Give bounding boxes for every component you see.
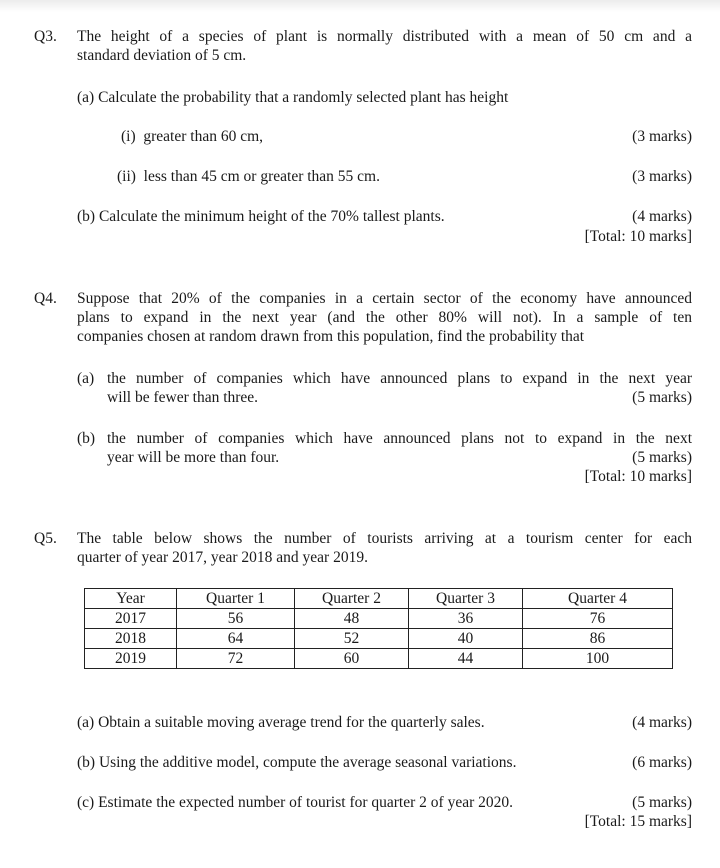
page-top-shadow (0, 0, 720, 12)
table-cell: 40 (409, 629, 523, 649)
table-cell: 2019 (85, 649, 177, 669)
total-marks: [Total: 10 marks] (584, 468, 692, 485)
part-a-text: (a) Obtain a suitable moving average trend for the quarterly sales. (77, 714, 485, 731)
question-number: Q3. (34, 28, 57, 45)
question-stem-line: Suppose that 20% of the companies in a certain sector of the economy have announced (77, 290, 692, 307)
part-label: (b) (77, 430, 96, 447)
table-header-cell: Quarter 3 (409, 589, 523, 609)
table-row (85, 609, 673, 629)
table-cell: 100 (523, 649, 673, 669)
part-a-i-text: (i) greater than 60 cm, (121, 128, 264, 145)
table-header-cell: Quarter 1 (177, 589, 295, 609)
part-b-text: (b) Using the additive model, compute the average seasonal variations. (77, 754, 517, 771)
part-a-ii-text: (ii) less than 45 cm or greater than 55 cm. (117, 168, 380, 185)
table-header-row (85, 589, 673, 609)
marks-label: (4 marks) (632, 714, 692, 731)
marks-label: (3 marks) (632, 168, 692, 185)
part-label: (a) (77, 370, 95, 387)
total-marks: [Total: 15 marks] (584, 813, 692, 830)
part-b-text: (b) Calculate the minimum height of the 70% tallest plants. (77, 208, 445, 225)
table-cell: 86 (523, 629, 673, 649)
marks-label: (4 marks) (632, 208, 692, 225)
table-cell: 2018 (85, 629, 177, 649)
table-header-cell: Quarter 4 (523, 589, 673, 609)
table-header-cell: Quarter 2 (295, 589, 409, 609)
table-header-cell: Year (85, 589, 177, 609)
question-stem-line: The height of a species of plant is normally distributed with a mean of 50 cm and a (77, 28, 692, 45)
marks-label: (3 marks) (632, 128, 692, 145)
table-cell: 76 (523, 609, 673, 629)
part-a-text-line: the number of companies which have announced plans to expand in the next year (107, 370, 692, 387)
part-b-text-line: the number of companies which have announced plans not to expand in the next (107, 430, 692, 447)
table-cell: 44 (409, 649, 523, 669)
question-stem-line: companies chosen at random drawn from this population, find the probability that (77, 328, 585, 345)
table-cell: 72 (177, 649, 295, 669)
table-row (85, 629, 673, 649)
table-cell: 60 (295, 649, 409, 669)
part-b-text-line: year will be more than four. (107, 449, 280, 466)
marks-label: (5 marks) (632, 389, 692, 406)
part-a-text-line: will be fewer than three. (107, 389, 259, 406)
question-number: Q4. (34, 290, 57, 307)
total-marks: [Total: 10 marks] (584, 228, 692, 245)
marks-label: (5 marks) (632, 449, 692, 466)
table-row (85, 649, 673, 669)
table-cell: 52 (295, 629, 409, 649)
part-c-text: (c) Estimate the expected number of tourist for quarter 2 of year 2020. (77, 794, 513, 811)
table-cell: 64 (177, 629, 295, 649)
question-number: Q5. (34, 530, 57, 547)
part-a-text: (a) Calculate the probability that a randomly selected plant has height (77, 89, 509, 106)
marks-label: (6 marks) (632, 754, 692, 771)
question-stem-line: The table below shows the number of tourists arriving at a tourism center for each (77, 530, 692, 547)
tourists-table (84, 588, 673, 669)
question-stem-line: standard deviation of 5 cm. (77, 47, 247, 64)
table-cell: 36 (409, 609, 523, 629)
table-cell: 56 (177, 609, 295, 629)
table-cell: 48 (295, 609, 409, 629)
question-stem-line: quarter of year 2017, year 2018 and year 2019. (77, 549, 368, 566)
question-stem-line: plans to expand in the next year (and the other 80% will not). In a sample of ten (77, 309, 692, 326)
marks-label: (5 marks) (632, 794, 692, 811)
table-cell: 2017 (85, 609, 177, 629)
